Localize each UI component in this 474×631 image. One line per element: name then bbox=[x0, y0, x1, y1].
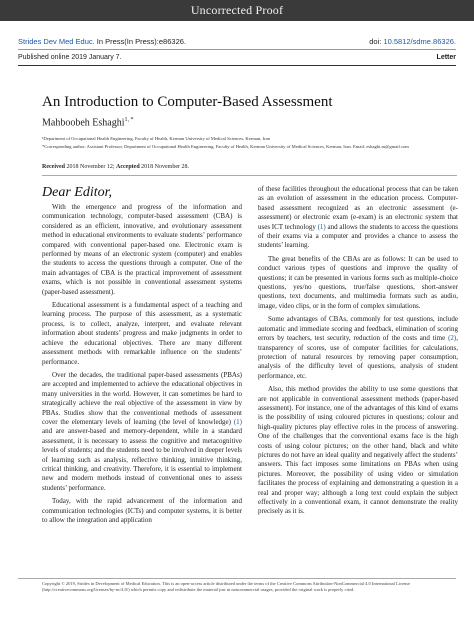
paragraph bbox=[258, 315, 458, 381]
doi-link[interactable]: 10.5812/sdme.86326. bbox=[383, 37, 456, 46]
author-name: Mahboobeh Eshaghi bbox=[42, 117, 125, 129]
doi-prefix: doi: bbox=[369, 37, 384, 46]
journal-name-link[interactable]: Strides Dev Med Educ. bbox=[18, 37, 95, 46]
journal-issue: In Press(In Press):e86326. bbox=[94, 37, 186, 46]
accepted-date: 2018 November 28. bbox=[139, 164, 189, 170]
paragraph: Educational assessment is a fundamental aspect of a teaching and learning process. The purpose of this assessment, as a systematic process, is to collect, analyze, interpret, and evaluate relevant information about students’ progress and make judgments in order to achieve the educational objectives. There are many different assessment methods with remarkable influence on the students’ performance. bbox=[42, 301, 242, 366]
paragraph-text: of these facilities throughout the educational process that can be taken as an evolution of assessment in the education process. Computer-based assessment recognized as an electronic assessment (e-assessment) or electronic exam (e-exam) is an electronic system that uses ICT technology bbox=[258, 185, 458, 231]
author-superscript: 1, * bbox=[124, 117, 134, 123]
article-type: Letter bbox=[436, 54, 456, 61]
paragraph: With the emergence and progress of the information and communication technology, computer-based assessment (CBA) is considered as an efficient, innovative, and evolutionary assessment method in educational environments to evaluate students’ performance compared with conventional paper-based one. Electronic exam is performed by means of an electronic system (computer) and enables the students to access the questions through a computer. One of the main advantages of CBA is the practical improvement of assessment exams, which is not possible in conventional assessment systems (paper-based assessment). bbox=[42, 203, 242, 296]
salutation: Dear Editor, bbox=[42, 185, 112, 200]
header-divider bbox=[18, 49, 456, 50]
paragraph: The great benefits of the CBAs are as follows: It can be used to conduct various types of questions and improve the quality of questions; it can be presented in various forms such as multiple-choice questions, yes/no questions, true/false questions, short-answer questions, text documents, and multimedia formats such as audio, image, video clips, or in the form of complex simulations. bbox=[258, 254, 458, 310]
received-label: Received bbox=[42, 164, 65, 170]
corresponding-author: *Corresponding author: Assistant Professor, Department of Occupational Health Engineering, Faculty of Health, Kerman University of Medical Sciences, Kerman, Iran. Email: eshaghi.m@gmail.com bbox=[42, 144, 409, 149]
journal-citation bbox=[18, 37, 186, 46]
paragraph-text: Over the decades, the traditional paper-based assessments (PBAs) are accepted and implemented to achieve the educational objectives in many universities in the world. However, it can sometimes be hard to strategically achieve the real objective of the assessment in view by PBAs. Studies show that the conventional methods of assessment cover the elementary levels of learning (the level of knowledge) bbox=[42, 370, 242, 426]
reference-link[interactable]: (1) bbox=[317, 222, 326, 231]
accepted-label: Accepted bbox=[116, 164, 140, 170]
author bbox=[42, 117, 134, 128]
paragraph-text: and are answer-based and memory-dependent, while in a standard assessment, it is necessary to assess the cognitive and metacognitive levels of students; and the students need to be involved in deeper levels of learning such as analysis, reflective thinking, intuitive thinking, critical thinking, and creativity. Therefore, it is essential to implement new and modern methods instead of conventional ones to assess students’ performance. bbox=[42, 427, 242, 492]
doi bbox=[369, 37, 456, 46]
reference-link[interactable]: (1) bbox=[233, 417, 242, 426]
header-rule bbox=[18, 65, 456, 66]
paragraph bbox=[42, 371, 242, 493]
uncorrected-proof-banner: Uncorrected Proof bbox=[0, 0, 474, 21]
article-title: An Introduction to Computer-Based Assessment bbox=[42, 94, 333, 110]
paragraph-text: , transparency of scores, use of computer facilities for calculations, protection of natural resources by removing paper consumption, analysis of the difficulty level of questions, analysis of student performance, etc. bbox=[258, 334, 458, 380]
copyright-notice: Copyright © 2019, Strides in Development of Medical Education. This is an open-access article distributed under the terms of the Creative Commons Attribution-NonCommercial 4.0 International License (http://creativecommons.org/licenses/by-nc/4.0/) which permits copy and redistribute the material just in noncommercial usages, provided the original work is properly cited. bbox=[42, 581, 411, 592]
paragraph-text: Some advantages of CBAs, commonly for test questions, include automatic and immediate scoring and feedback, elimination of scoring errors by teachers, test security, reduction of the costs and time bbox=[258, 315, 458, 343]
affiliation-1: ¹Department of Occupational Health Engineering, Faculty of Health, Kerman University of Medical Sciences, Kerman, Iran bbox=[42, 136, 270, 141]
received-date: 2018 November 12; bbox=[65, 164, 116, 170]
paragraph bbox=[258, 185, 458, 251]
left-column bbox=[42, 185, 242, 529]
paragraph: Also, this method provides the ability to use some questions that are not applicable in conventional assessment methods (paper-based assessment). For instance, one of the advantages of this kind of exams is the possibility of using coloured pictures in questions; colour and high-quality pictures play effective roles in the process of answering. One of the challenges that the conventional exams face is the high costs of using colour pictures; on the other hand, black and white pictures do not have an ideal quality and negatively affect the students’ answers. This fact imposes some limitations on PBAs when using pictures. Moreover, the possibility of using video or simulation facilitates the process of explaining and demonstrating a question in a real and proper way; although a long text could explain the subject effectively in a conventional exam, it cannot demonstrate the reality precisely as it is. bbox=[258, 385, 458, 516]
paragraph-text: and allows the students to access the questions of their exams via a computer and provides a chance to assess the students’ learning. bbox=[258, 222, 458, 250]
right-column bbox=[258, 185, 458, 521]
published-date: Published online 2019 January 7. bbox=[18, 54, 122, 61]
paragraph: Today, with the rapid advancement of the information and communication technologies (ICTs) and computer systems, it is better to allow the integration and application bbox=[42, 497, 242, 524]
article-dates bbox=[42, 164, 189, 170]
dates-divider bbox=[42, 175, 457, 176]
reference-link[interactable]: (2) bbox=[448, 334, 457, 343]
footer-divider bbox=[18, 578, 456, 579]
